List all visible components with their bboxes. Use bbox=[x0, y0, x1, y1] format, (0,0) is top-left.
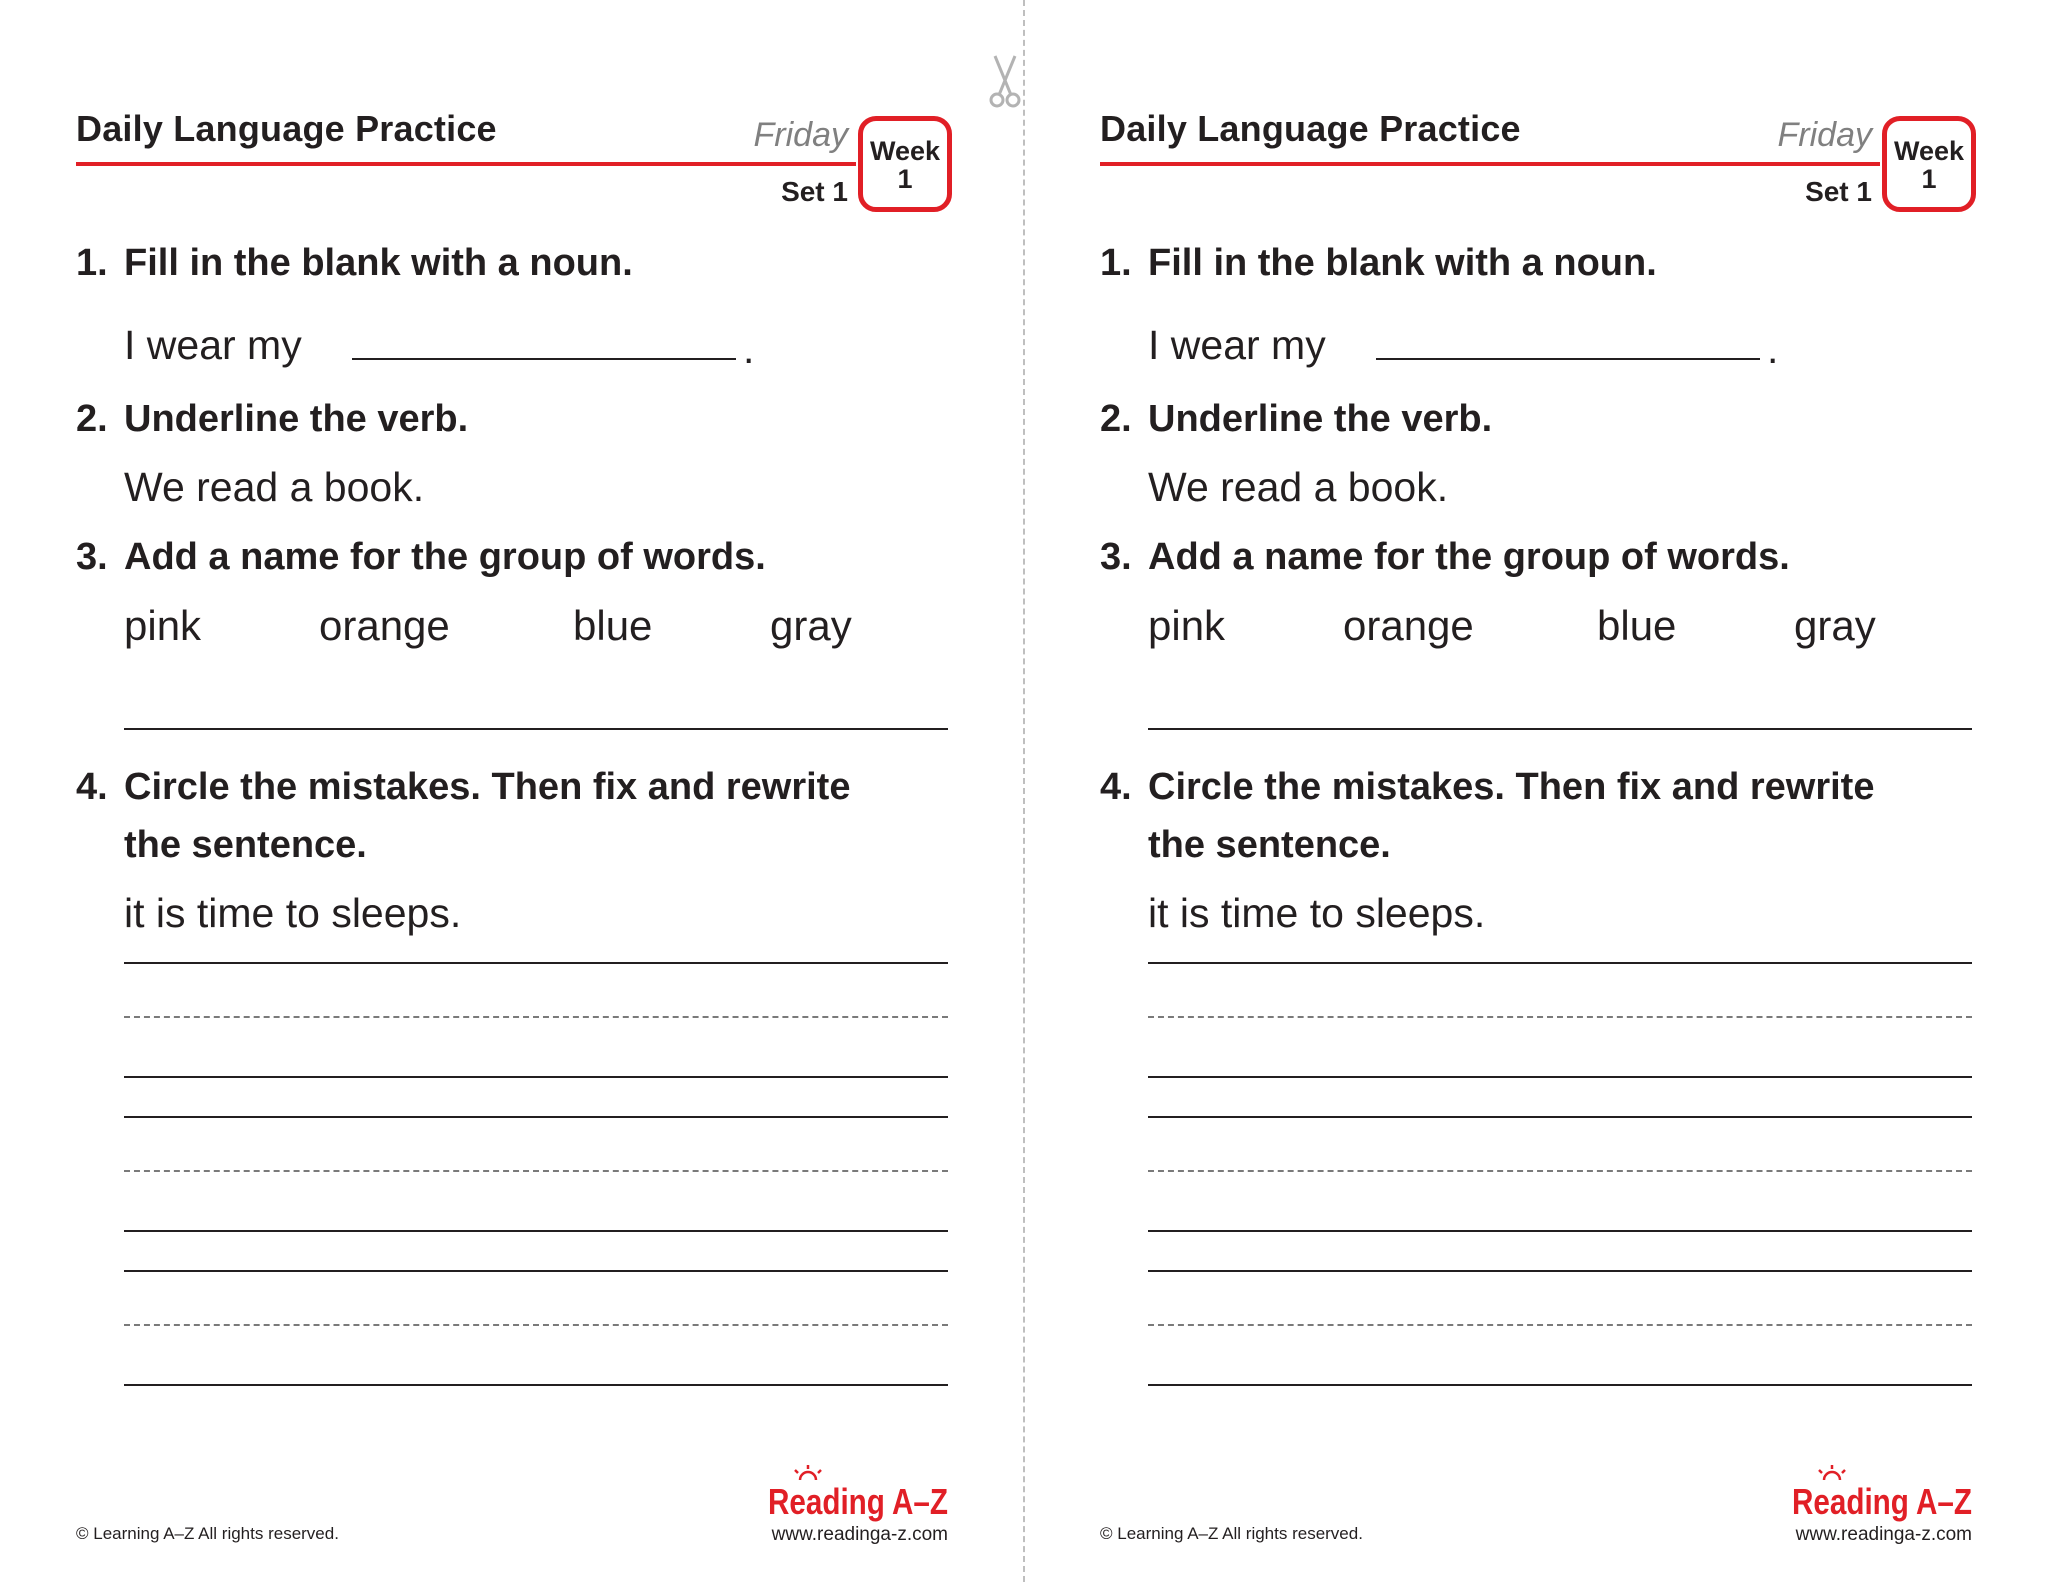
reading-az-logo bbox=[1784, 1468, 1974, 1528]
writing-line-base bbox=[124, 1384, 948, 1386]
q1-blank-line[interactable] bbox=[352, 358, 736, 360]
week-badge bbox=[1882, 116, 1976, 212]
brand-name: Reading A–Z bbox=[768, 1481, 948, 1522]
website-link[interactable]: www.readinga-z.com bbox=[1795, 1524, 1972, 1545]
worksheet-title: Daily Language Practice bbox=[76, 108, 497, 149]
set-label: Set 1 bbox=[781, 176, 848, 207]
q4-sentence: it is time to sleeps. bbox=[1148, 890, 1486, 936]
worksheet-left bbox=[0, 0, 960, 1582]
question-number: 2. bbox=[76, 398, 108, 440]
writing-line-mid bbox=[1148, 1016, 1972, 1018]
question-2 bbox=[76, 398, 468, 441]
q2-sentence: We read a book. bbox=[1148, 464, 1449, 510]
word-gray: gray bbox=[1794, 602, 1876, 649]
week-number: 1 bbox=[897, 164, 913, 194]
sun-icon bbox=[795, 1465, 821, 1480]
brand-name: Reading A–Z bbox=[1792, 1481, 1972, 1522]
week-number: 1 bbox=[1921, 164, 1937, 194]
question-4 bbox=[76, 766, 850, 809]
writing-line-top[interactable] bbox=[124, 1116, 948, 1118]
word-gray: gray bbox=[770, 602, 852, 649]
question-prompt: Underline the verb. bbox=[1148, 398, 1493, 440]
writing-line-top[interactable] bbox=[124, 962, 948, 964]
writing-line-base bbox=[124, 1076, 948, 1078]
worksheet-title: Daily Language Practice bbox=[1100, 108, 1521, 149]
question-1 bbox=[1100, 242, 1657, 285]
word-orange: orange bbox=[1343, 602, 1474, 649]
question-number: 4. bbox=[1100, 766, 1132, 808]
question-4 bbox=[1100, 766, 1874, 809]
question-prompt: Fill in the blank with a noun. bbox=[124, 242, 633, 284]
writing-line-mid bbox=[124, 1016, 948, 1018]
question-prompt: Add a name for the group of words. bbox=[1148, 536, 1790, 578]
question-number: 2. bbox=[1100, 398, 1132, 440]
question-1 bbox=[76, 242, 633, 285]
writing-line-top[interactable] bbox=[124, 1270, 948, 1272]
sun-icon bbox=[1819, 1465, 1845, 1480]
question-number: 1. bbox=[76, 242, 108, 284]
question-prompt: Underline the verb. bbox=[124, 398, 469, 440]
question-3 bbox=[76, 536, 766, 579]
question-prompt: Circle the mistakes. Then fix and rewrite bbox=[1148, 766, 1875, 808]
day-label: Friday bbox=[753, 116, 848, 154]
writing-line-base bbox=[124, 1230, 948, 1232]
writing-line-base bbox=[1148, 1076, 1972, 1078]
set-label: Set 1 bbox=[1805, 176, 1872, 207]
reading-az-logo bbox=[760, 1468, 950, 1528]
question-number: 1. bbox=[1100, 242, 1132, 284]
writing-line-top[interactable] bbox=[1148, 962, 1972, 964]
week-badge bbox=[858, 116, 952, 212]
copyright-notice: © Learning A–Z All rights reserved. bbox=[1100, 1524, 1363, 1543]
question-number: 3. bbox=[76, 536, 108, 578]
writing-line-top[interactable] bbox=[1148, 1116, 1972, 1118]
writing-line-mid bbox=[1148, 1170, 1972, 1172]
header-rule bbox=[76, 162, 856, 166]
week-label: Week bbox=[869, 136, 941, 166]
question-prompt-continued: the sentence. bbox=[1148, 824, 1391, 866]
question-prompt: Circle the mistakes. Then fix and rewrite bbox=[124, 766, 851, 808]
writing-line-base bbox=[1148, 1384, 1972, 1386]
q2-sentence: We read a book. bbox=[124, 464, 425, 510]
website-link[interactable]: www.readinga-z.com bbox=[771, 1524, 948, 1545]
question-3 bbox=[1100, 536, 1790, 579]
writing-line-top[interactable] bbox=[1148, 1270, 1972, 1272]
header-rule bbox=[1100, 162, 1880, 166]
question-prompt: Fill in the blank with a noun. bbox=[1148, 242, 1657, 284]
writing-line-mid bbox=[1148, 1324, 1972, 1326]
copyright-notice: © Learning A–Z All rights reserved. bbox=[76, 1524, 339, 1543]
week-label: Week bbox=[1893, 136, 1965, 166]
question-number: 4. bbox=[76, 766, 108, 808]
q3-answer-line[interactable] bbox=[1148, 728, 1972, 730]
word-orange: orange bbox=[319, 602, 450, 649]
word-pink: pink bbox=[1148, 602, 1226, 649]
day-label: Friday bbox=[1777, 116, 1872, 154]
worksheet-right bbox=[1024, 0, 1984, 1582]
question-prompt: Add a name for the group of words. bbox=[124, 536, 766, 578]
q4-sentence: it is time to sleeps. bbox=[124, 890, 462, 936]
question-number: 3. bbox=[1100, 536, 1132, 578]
q1-blank-line[interactable] bbox=[1376, 358, 1760, 360]
word-blue: blue bbox=[573, 602, 653, 649]
q1-period: . bbox=[743, 326, 755, 372]
writing-line-base bbox=[1148, 1230, 1972, 1232]
q1-sentence: I wear my bbox=[124, 322, 302, 368]
writing-line-mid bbox=[124, 1170, 948, 1172]
q3-answer-line[interactable] bbox=[124, 728, 948, 730]
word-pink: pink bbox=[124, 602, 202, 649]
scissors-icon bbox=[985, 50, 1025, 110]
word-blue: blue bbox=[1597, 602, 1677, 649]
q1-sentence: I wear my bbox=[1148, 322, 1326, 368]
question-prompt-continued: the sentence. bbox=[124, 824, 367, 866]
writing-line-mid bbox=[124, 1324, 948, 1326]
q1-period: . bbox=[1767, 326, 1779, 372]
question-2 bbox=[1100, 398, 1492, 441]
